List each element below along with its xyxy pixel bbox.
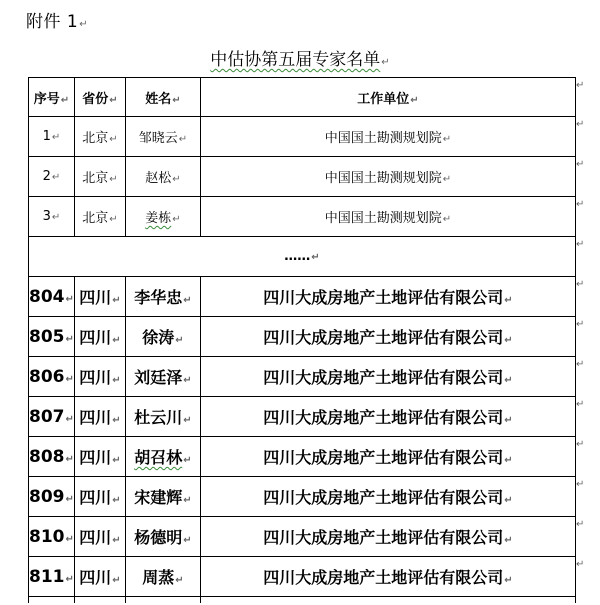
paragraph-mark: ↵: [183, 495, 192, 506]
paragraph-mark: ↵: [183, 455, 192, 466]
row-end-mark: ↵: [576, 478, 585, 490]
organization-cell: 四川大成房地产土地评估有限公司↵: [200, 277, 575, 317]
name-cell: 胡召林↵: [125, 437, 200, 477]
paragraph-mark: ↵: [183, 375, 192, 386]
paragraph-mark: ↵: [172, 214, 181, 225]
header-organization: 工作单位↵: [200, 78, 575, 117]
serial-number-cell: 810↵: [29, 517, 75, 557]
province-cell: 四川↵: [74, 437, 125, 477]
paragraph-mark: ↵: [112, 415, 121, 426]
paragraph-mark: ↵: [504, 495, 513, 506]
paragraph-mark: ↵: [175, 335, 184, 346]
name-cell: 徐涛↵: [125, 317, 200, 357]
expert-list-table: [28, 77, 576, 603]
paragraph-mark: ↵: [504, 335, 513, 346]
paragraph-mark: ↵: [109, 214, 118, 225]
serial-number-cell: 804↵: [29, 277, 75, 317]
paragraph-mark: ↵: [65, 573, 74, 585]
paragraph-mark: ↵: [172, 174, 181, 185]
row-end-mark: ↵: [576, 118, 585, 130]
paragraph-mark: ↵: [65, 533, 74, 545]
paragraph-mark: ↵: [504, 295, 513, 306]
organization-cell: 四川大成房地产土地评估有限公司↵: [200, 477, 575, 517]
organization-cell: 中国国土勘测规划院↵: [200, 117, 575, 157]
paragraph-mark: ↵: [504, 455, 513, 466]
province-cell: 北京↵: [74, 117, 125, 157]
header-province: 省份↵: [74, 78, 125, 117]
province-cell: 四川↵: [74, 517, 125, 557]
paragraph-mark: ↵: [65, 453, 74, 465]
row-end-mark: ↵: [576, 198, 585, 210]
organization-cell: 中国国土勘测规划院↵: [200, 157, 575, 197]
row-end-mark: ↵: [576, 438, 585, 450]
serial-number-cell: 1↵: [29, 117, 75, 157]
paragraph-mark: ↵: [51, 132, 61, 143]
paragraph-mark: ↵: [183, 415, 192, 426]
paragraph-mark: ↵: [112, 455, 121, 466]
province-cell: 四川↵: [74, 317, 125, 357]
row-end-mark: ↵: [576, 358, 585, 370]
paragraph-mark: ↵: [175, 575, 184, 586]
organization-cell: 中国国土勘测规划院↵: [200, 197, 575, 237]
paragraph-mark: ↵: [504, 575, 513, 586]
paragraph-mark: ↵: [112, 375, 121, 386]
paragraph-mark: ↵: [183, 295, 192, 306]
table-row: [29, 557, 576, 597]
organization-cell: 四川大成房地产土地评估有限公司↵: [200, 317, 575, 357]
serial-number-cell: 809↵: [29, 477, 75, 517]
row-end-mark: ↵: [576, 79, 585, 91]
table-continuation-row: [29, 597, 576, 604]
province-cell: 北京↵: [74, 197, 125, 237]
serial-number-cell: 3↵: [29, 197, 75, 237]
table-row: [29, 517, 576, 557]
paragraph-mark: ↵: [112, 535, 121, 546]
paragraph-mark: ↵: [381, 57, 390, 68]
table-row: [29, 157, 576, 197]
table-row: [29, 197, 576, 237]
attachment-label: 附件 1↵: [26, 12, 89, 32]
paragraph-mark: ↵: [112, 295, 121, 306]
serial-number-cell: 806↵: [29, 357, 75, 397]
name-cell: 姜栋↵: [125, 197, 200, 237]
table-row: [29, 277, 576, 317]
name-cell: 宋建辉↵: [125, 477, 200, 517]
serial-number-cell: 808↵: [29, 437, 75, 477]
organization-cell: 四川大成房地产土地评估有限公司↵: [200, 357, 575, 397]
paragraph-mark: ↵: [109, 134, 118, 145]
paragraph-mark: ↵: [112, 575, 121, 586]
row-end-mark: ↵: [576, 518, 585, 530]
table-row: [29, 397, 576, 437]
province-cell: 四川↵: [74, 397, 125, 437]
organization-cell: 四川大成房地产土地评估有限公司↵: [200, 397, 575, 437]
paragraph-mark: ↵: [65, 333, 74, 345]
name-cell: 周蒸↵: [125, 557, 200, 597]
table-row: [29, 477, 576, 517]
paragraph-mark: ↵: [178, 134, 188, 145]
province-cell: 四川↵: [74, 557, 125, 597]
paragraph-mark: ↵: [442, 214, 452, 225]
name-cell: 李华忠↵: [125, 277, 200, 317]
header-no: 序号↵: [29, 78, 75, 117]
paragraph-mark: ↵: [504, 375, 513, 386]
document-title: 中估协第五届专家名单↵: [210, 50, 390, 70]
paragraph-mark: ↵: [442, 134, 452, 145]
paragraph-mark: ↵: [109, 174, 118, 185]
row-end-mark: ↵: [576, 398, 585, 410]
organization-cell: 四川大成房地产土地评估有限公司↵: [200, 437, 575, 477]
table-header-row: [29, 78, 576, 117]
serial-number-cell: 2↵: [29, 157, 75, 197]
paragraph-mark: ↵: [51, 212, 61, 223]
table-row: [29, 317, 576, 357]
ellipsis-cell: ……↵: [29, 237, 576, 277]
province-cell: 四川↵: [74, 277, 125, 317]
table-row: [29, 117, 576, 157]
paragraph-mark: ↵: [504, 535, 513, 546]
province-cell: 北京↵: [74, 157, 125, 197]
row-end-mark: ↵: [576, 558, 585, 570]
paragraph-mark: ↵: [51, 172, 61, 183]
row-end-mark: ↵: [576, 278, 585, 290]
paragraph-mark: ↵: [112, 335, 121, 346]
name-cell: 刘廷泽↵: [125, 357, 200, 397]
name-cell: 赵松↵: [125, 157, 200, 197]
row-end-mark: ↵: [576, 158, 585, 170]
table-row: [29, 437, 576, 477]
row-end-mark: ↵: [576, 238, 585, 250]
serial-number-cell: 805↵: [29, 317, 75, 357]
paragraph-mark: ↵: [504, 415, 513, 426]
name-cell: 杨德明↵: [125, 517, 200, 557]
paragraph-mark: ↵: [65, 293, 74, 305]
ellipsis-row: [29, 237, 576, 277]
name-cell: 邹晓云↵: [125, 117, 200, 157]
organization-cell: 四川大成房地产土地评估有限公司↵: [200, 557, 575, 597]
province-cell: 四川↵: [74, 357, 125, 397]
paragraph-mark: ↵: [442, 174, 452, 185]
paragraph-mark: ↵: [112, 495, 121, 506]
name-cell: 杜云川↵: [125, 397, 200, 437]
paragraph-mark: ↵: [183, 535, 192, 546]
serial-number-cell: 811↵: [29, 557, 75, 597]
paragraph-mark: ↵: [65, 493, 74, 505]
serial-number-cell: 807↵: [29, 397, 75, 437]
organization-cell: 四川大成房地产土地评估有限公司↵: [200, 517, 575, 557]
header-name: 姓名↵: [125, 78, 200, 117]
province-cell: 四川↵: [74, 477, 125, 517]
paragraph-mark: ↵: [65, 373, 74, 385]
paragraph-mark: ↵: [79, 19, 89, 30]
table-row: [29, 357, 576, 397]
paragraph-mark: ↵: [65, 413, 74, 425]
row-end-mark: ↵: [576, 318, 585, 330]
